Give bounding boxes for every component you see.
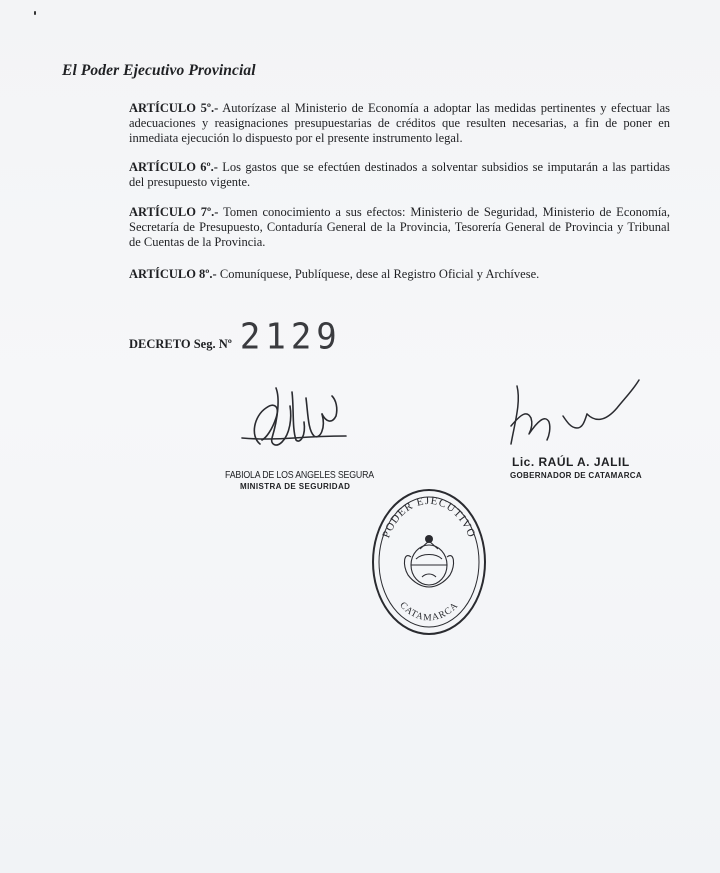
article-text: Tomen conocimiento a sus efectos: Ministerio de Seguridad, Ministerio de Economía, Secretaría de Presupuesto, Contaduría General de la Provincia, Tesorería General de Provincia y Tribunal de Cuentas de la Provincia. bbox=[129, 205, 670, 250]
article-6 bbox=[129, 160, 670, 190]
seal-top-text: PODER EJECUTIVO bbox=[380, 494, 478, 540]
decree-number-block bbox=[129, 317, 342, 357]
article-text: Comuníquese, Publíquese, dese al Registro Oficial y Archívese. bbox=[216, 267, 540, 281]
svg-text:PODER EJECUTIVO bbox=[380, 495, 477, 540]
seal-bottom-text: CATAMARCA bbox=[397, 600, 461, 624]
decree-label: DECRETO Seg. Nº bbox=[129, 337, 232, 351]
left-signatory-name: FABIOLA DE LOS ANGELES SEGURA bbox=[225, 470, 374, 481]
article-7 bbox=[129, 205, 670, 251]
article-8 bbox=[129, 267, 670, 282]
decree-number: 2129 bbox=[239, 316, 342, 358]
article-text: Autorízase al Ministerio de Economía a adoptar las medidas pertinentes y efectuar las adecuaciones y reasignaciones presupuestarias de créditos que resulten necesarias, a fin de poner en inmediata ejecución lo dispuesto por el presente instrumento legal. bbox=[129, 101, 670, 146]
article-label: ARTÍCULO 6º.- bbox=[129, 160, 218, 174]
left-signatory-title: MINISTRA DE SEGURIDAD bbox=[240, 482, 351, 491]
article-label: ARTÍCULO 7º.- bbox=[129, 205, 219, 219]
right-signature bbox=[505, 366, 645, 456]
article-label: ARTÍCULO 8º.- bbox=[129, 267, 217, 281]
right-signatory-title: GOBERNADOR DE CATAMARCA bbox=[510, 471, 642, 480]
paper-speck bbox=[34, 11, 36, 15]
right-signatory-name: Lic. RAÚL A. JALIL bbox=[512, 455, 630, 469]
header-title: El Poder Ejecutivo Provincial bbox=[62, 62, 256, 79]
official-seal bbox=[370, 487, 488, 637]
coat-of-arms-icon bbox=[404, 535, 453, 587]
article-label: ARTÍCULO 5º.- bbox=[129, 101, 219, 115]
article-text: Los gastos que se efectúen destinados a solventar subsidios se imputarán a las partidas del presupuesto vigente. bbox=[129, 160, 670, 190]
article-5 bbox=[129, 101, 670, 147]
left-signature bbox=[236, 378, 356, 460]
